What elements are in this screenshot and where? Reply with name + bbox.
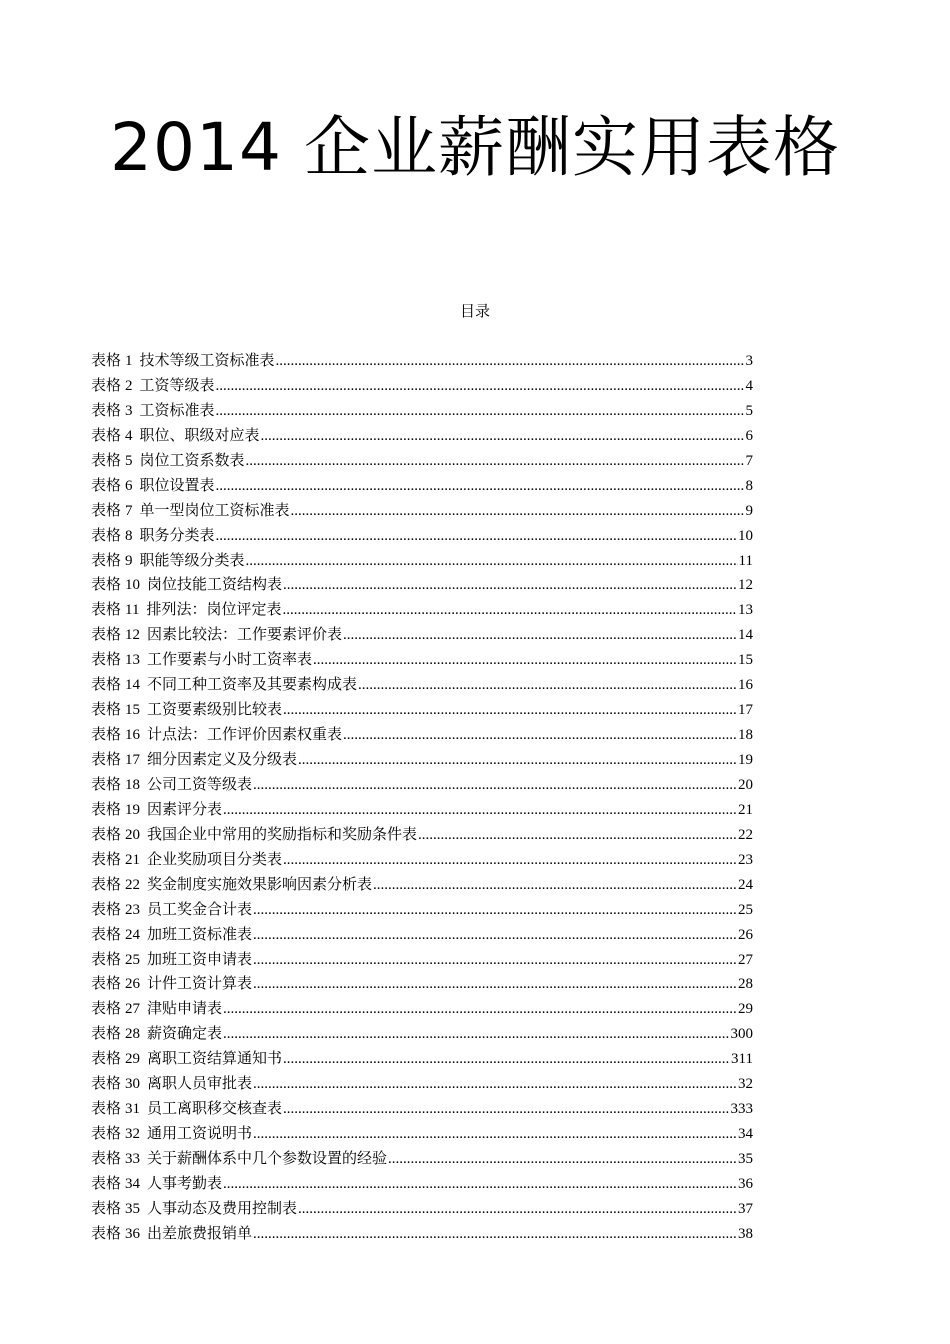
toc-entry-page-number: 27 [738,951,753,968]
toc-entry-prefix: 表格 [91,849,122,868]
toc-entry[interactable] [91,348,753,373]
toc-entry-label [91,697,147,723]
toc-entry-label [91,847,147,873]
toc-entry-title: 员工离职移交核查表 [147,1099,283,1118]
toc-dot-leader [343,623,737,648]
toc-entry-prefix: 表格 [91,600,122,619]
toc-entry-label [91,1121,147,1147]
toc-entry-title: 企业奖励项目分类表 [147,849,283,868]
toc-entry-prefix: 表格 [91,525,122,544]
toc-entry-page-number: 36 [738,1175,753,1192]
toc-entry-label [91,897,147,923]
toc-entry-number: 15 [125,702,141,719]
toc-entry-number: 35 [125,1200,141,1217]
toc-entry-title: 排列法：岗位评定表 [146,600,282,619]
toc-entry-title: 工资等级表 [139,375,215,394]
toc-entry-prefix: 表格 [91,650,122,669]
toc-entry[interactable] [91,597,753,622]
toc-entry-label [91,423,140,449]
toc-entry-prefix: 表格 [91,675,122,694]
toc-entry-title: 工资要素级别比较表 [147,700,283,719]
toc-dot-leader [388,1147,737,1172]
toc-entry[interactable] [91,847,753,872]
toc-entry-number: 33 [125,1151,141,1167]
toc-dot-leader [291,499,745,524]
toc-entry-title: 离职工资结算通知书 [147,1049,283,1068]
toc-entry-number: 23 [125,901,141,918]
toc-entry[interactable] [91,971,753,996]
toc-entry-prefix: 表格 [91,1099,122,1118]
toc-entry[interactable] [91,572,753,597]
toc-heading: 目录 [459,302,490,320]
toc-dot-leader [261,424,745,449]
toc-entry-number: 9 [125,552,133,569]
toc-entry-prefix: 表格 [91,874,122,893]
toc-entry-page-number: 8 [745,477,753,494]
toc-entry[interactable] [91,722,753,747]
toc-entry-title: 加班工资申请表 [147,949,253,968]
toc-entry[interactable] [91,1171,753,1196]
toc-entry-prefix: 表格 [91,774,122,793]
toc-entry-page-number: 9 [745,502,753,519]
toc-entry[interactable] [91,1046,753,1071]
toc-entry-page-number: 37 [738,1200,753,1217]
toc-entry-number: 32 [125,1126,141,1143]
toc-entry-number: 20 [125,826,141,843]
toc-entry-number: 11 [125,602,140,619]
toc-entry[interactable] [91,747,753,772]
toc-entry-prefix: 表格 [91,375,122,394]
toc-entry-prefix: 表格 [91,949,122,968]
toc-entry-title: 岗位工资系数表 [139,450,245,469]
toc-entry-page-number: 35 [738,1151,753,1167]
toc-entry-number: 17 [125,752,141,768]
toc-entry-label [91,348,140,374]
toc-entry-title: 奖金制度实施效果影响因素分析表 [147,874,373,893]
toc-entry-label [91,822,147,848]
toc-dot-leader [373,873,737,898]
toc-dot-leader [343,723,737,748]
toc-entry-label [91,473,140,499]
toc-entry[interactable] [91,647,753,672]
toc-entry[interactable] [91,548,753,573]
toc-dot-leader [253,923,737,948]
toc-entry-title: 公司工资等级表 [147,774,253,793]
toc-entry-title: 岗位技能工资结构表 [147,575,283,594]
toc-entry-number: 31 [125,1101,141,1118]
toc-entry-label [91,922,147,948]
toc-dot-leader [223,997,737,1022]
toc-entry-number: 18 [125,776,141,793]
toc-dot-leader [283,1047,730,1072]
toc-dot-leader [418,823,737,848]
toc-dot-leader [283,1097,729,1122]
toc-entry-label [91,1171,147,1197]
toc-entry-title: 单一型岗位工资标准表 [139,500,290,519]
toc-entry-page-number: 10 [738,527,753,544]
toc-entry-page-number: 12 [738,577,753,594]
toc-entry-page-number: 6 [745,427,753,444]
toc-entry-page-number: 20 [738,776,753,793]
toc-entry-title: 薪资确定表 [147,1024,223,1043]
toc-entry-label [91,572,147,598]
toc-entry-page-number: 21 [738,801,753,818]
toc-entry-title: 员工奖金合计表 [147,899,253,918]
toc-dot-leader [253,948,737,973]
toc-entry[interactable] [91,473,753,498]
toc-entry[interactable] [91,922,753,947]
toc-entry-page-number: 333 [730,1101,753,1118]
toc-entry-page-number: 29 [738,1001,753,1018]
toc-entry-number: 26 [125,976,141,993]
toc-entry-page-number: 13 [738,602,753,619]
toc-entry-title: 计件工资计算表 [147,974,253,993]
toc-entry[interactable] [91,772,753,797]
toc-entry-prefix: 表格 [91,924,122,943]
toc-entry[interactable] [91,1096,753,1121]
toc-entry-page-number: 18 [738,727,753,744]
toc-dot-leader [223,1172,737,1197]
toc-entry-number: 30 [125,1076,141,1093]
toc-entry-title: 职位、职级对应表 [139,425,260,444]
toc-entry-title: 技术等级工资标准表 [139,351,275,369]
toc-entry-page-number: 3 [745,353,753,369]
table-of-contents [91,348,753,1246]
toc-entry-number: 7 [125,502,133,519]
toc-entry[interactable] [91,423,753,448]
toc-entry-label [91,1046,147,1072]
toc-entry[interactable] [91,1146,753,1171]
toc-entry-page-number: 15 [738,652,753,669]
toc-entry-prefix: 表格 [91,1024,122,1043]
toc-dot-leader [283,848,737,873]
toc-dot-leader [216,524,737,549]
toc-entry-prefix: 表格 [91,1124,122,1143]
toc-dot-leader [253,1072,737,1097]
toc-entry-prefix: 表格 [91,450,122,469]
toc-entry-number: 16 [125,727,141,744]
toc-dot-leader [246,549,738,574]
toc-dot-leader [313,648,737,673]
toc-entry-page-number: 25 [738,901,753,918]
toc-entry-label [91,597,146,623]
toc-entry-label [91,498,140,524]
toc-entry-number: 27 [125,1001,141,1018]
toc-dot-leader [253,1122,737,1147]
toc-entry[interactable] [91,498,753,523]
toc-entry-page-number: 311 [731,1051,753,1068]
toc-entry-page-number: 7 [745,452,753,469]
document-title: 2014 企业薪酬实用表格 [110,109,840,186]
toc-entry-title: 离职人员审批表 [147,1074,253,1093]
toc-entry-number: 4 [125,427,133,444]
toc-entry-title: 出差旅费报销单 [147,1223,253,1242]
toc-entry-page-number: 38 [738,1225,753,1242]
toc-entry[interactable] [91,672,753,697]
toc-entry-prefix: 表格 [91,575,122,594]
toc-entry-page-number: 32 [738,1076,753,1093]
toc-entry-prefix: 表格 [91,475,122,494]
toc-entry-label [91,622,147,648]
toc-dot-leader [223,1022,729,1047]
toc-entry-prefix: 表格 [91,974,122,993]
toc-entry-prefix: 表格 [91,1223,122,1242]
toc-entry-label [91,1196,147,1222]
toc-entry-title: 因素评分表 [147,799,223,818]
toc-entry-title: 通用工资说明书 [147,1124,253,1143]
toc-entry-title: 不同工种工资率及其要素构成表 [147,675,358,694]
toc-entry-number: 36 [125,1225,141,1242]
toc-dot-leader [216,474,745,499]
toc-entry-number: 3 [125,402,133,419]
toc-entry-title: 细分因素定义及分级表 [147,750,298,768]
toc-entry-prefix: 表格 [91,1198,122,1217]
toc-entry-label [91,672,147,698]
toc-dot-leader [358,673,737,698]
toc-dot-leader [253,1222,737,1247]
toc-dot-leader [276,349,745,374]
toc-entry-number: 10 [125,577,141,594]
toc-entry-title: 工资标准表 [139,400,215,419]
toc-entry-number: 2 [125,377,133,394]
toc-entry-label [91,523,140,549]
toc-entry-prefix: 表格 [91,750,122,768]
toc-entry-page-number: 4 [745,377,753,394]
toc-entry-prefix: 表格 [91,425,122,444]
toc-entry-label [91,1146,147,1172]
toc-entry-page-number: 26 [738,926,753,943]
toc-dot-leader [282,598,737,623]
toc-entry-number: 14 [125,677,141,694]
toc-dot-leader [216,374,745,399]
toc-entry-label [91,398,140,424]
toc-entry-page-number: 11 [738,552,753,569]
toc-entry[interactable] [91,622,753,647]
toc-entry-prefix: 表格 [91,1149,122,1167]
toc-entry-title: 加班工资标准表 [147,924,253,943]
toc-entry[interactable] [91,398,753,423]
toc-entry-page-number: 14 [738,627,753,644]
toc-dot-leader [253,898,737,923]
toc-entry-prefix: 表格 [91,400,122,419]
toc-entry-number: 34 [125,1175,141,1192]
toc-entry-number: 29 [125,1051,141,1068]
toc-entry-number: 28 [125,1026,141,1043]
toc-entry-page-number: 17 [738,702,753,719]
toc-entry-label [91,872,147,898]
toc-entry[interactable] [91,1071,753,1096]
toc-entry-number: 25 [125,951,141,968]
toc-entry-prefix: 表格 [91,1173,122,1192]
toc-entry-label [91,996,147,1022]
toc-entry[interactable] [91,822,753,847]
toc-entry-page-number: 23 [738,851,753,868]
toc-entry-label [91,1021,147,1047]
toc-entry-label [91,971,147,997]
toc-entry-prefix: 表格 [91,500,122,519]
toc-entry[interactable] [91,1221,753,1246]
toc-entry-number: 8 [125,527,133,544]
toc-entry-page-number: 34 [738,1126,753,1143]
toc-entry-prefix: 表格 [91,725,122,744]
toc-entry-title: 职务分类表 [139,525,215,544]
toc-entry-label [91,373,140,399]
toc-entry[interactable] [91,996,753,1021]
toc-entry-title: 工作要素与小时工资率表 [147,650,313,669]
toc-entry-prefix: 表格 [91,799,122,818]
toc-dot-leader [298,748,737,773]
toc-entry-number: 1 [125,353,133,369]
toc-entry[interactable] [91,697,753,722]
toc-entry-label [91,747,147,773]
toc-entry-prefix: 表格 [91,351,122,369]
toc-entry-title: 职位设置表 [139,475,215,494]
toc-entry-page-number: 19 [738,752,753,768]
toc-dot-leader [283,698,737,723]
toc-entry-page-number: 16 [738,677,753,694]
toc-entry-title: 人事考勤表 [147,1173,223,1192]
toc-dot-leader [253,773,737,798]
toc-entry[interactable] [91,897,753,922]
toc-dot-leader [283,573,737,598]
toc-entry-number: 5 [125,452,133,469]
toc-entry-label [91,1096,147,1122]
toc-entry[interactable] [91,523,753,548]
toc-entry-page-number: 28 [738,976,753,993]
toc-entry-page-number: 300 [730,1026,753,1043]
toc-entry-prefix: 表格 [91,550,122,569]
toc-entry-prefix: 表格 [91,625,122,644]
toc-entry-page-number: 24 [738,876,753,893]
toc-entry-title: 人事动态及费用控制表 [147,1198,298,1217]
toc-entry-prefix: 表格 [91,1074,122,1093]
toc-dot-leader [253,972,737,997]
toc-entry-number: 19 [125,801,141,818]
toc-entry-title: 关于薪酬体系中几个参数设置的经验 [147,1149,388,1167]
toc-entry-title: 因素比较法：工作要素评价表 [147,625,343,644]
toc-entry-prefix: 表格 [91,899,122,918]
toc-entry[interactable] [91,797,753,822]
toc-dot-leader [246,449,745,474]
toc-entry-prefix: 表格 [91,1049,122,1068]
toc-entry-label [91,647,147,673]
toc-entry-prefix: 表格 [91,824,122,843]
toc-entry-label [91,1221,147,1247]
toc-entry-label [91,722,147,748]
toc-dot-leader [298,1197,737,1222]
toc-entry-number: 6 [125,477,133,494]
toc-dot-leader [223,798,737,823]
toc-entry-label [91,548,140,574]
toc-entry[interactable] [91,1196,753,1221]
toc-entry-page-number: 22 [738,826,753,843]
toc-entry-label [91,947,147,973]
toc-entry-number: 13 [125,652,141,669]
toc-entry-title: 津贴申请表 [147,999,223,1018]
toc-entry-label [91,448,140,474]
toc-entry-prefix: 表格 [91,700,122,719]
toc-entry[interactable] [91,872,753,897]
toc-entry-title: 计点法：工作评价因素权重表 [147,725,343,744]
toc-entry-label [91,797,147,823]
toc-entry-prefix: 表格 [91,999,122,1018]
toc-entry[interactable] [91,947,753,972]
toc-entry-title: 职能等级分类表 [139,550,245,569]
toc-entry[interactable] [91,1021,753,1046]
toc-entry[interactable] [91,1121,753,1146]
toc-entry-number: 22 [125,876,141,893]
toc-entry[interactable] [91,448,753,473]
toc-dot-leader [216,399,745,424]
toc-entry-number: 12 [125,627,141,644]
toc-entry[interactable] [91,373,753,398]
toc-entry-page-number: 5 [745,402,753,419]
toc-entry-number: 21 [125,851,141,868]
toc-entry-number: 24 [125,926,141,943]
toc-entry-title: 我国企业中常用的奖励指标和奖励条件表 [147,824,418,843]
toc-entry-label [91,1071,147,1097]
toc-entry-label [91,772,147,798]
